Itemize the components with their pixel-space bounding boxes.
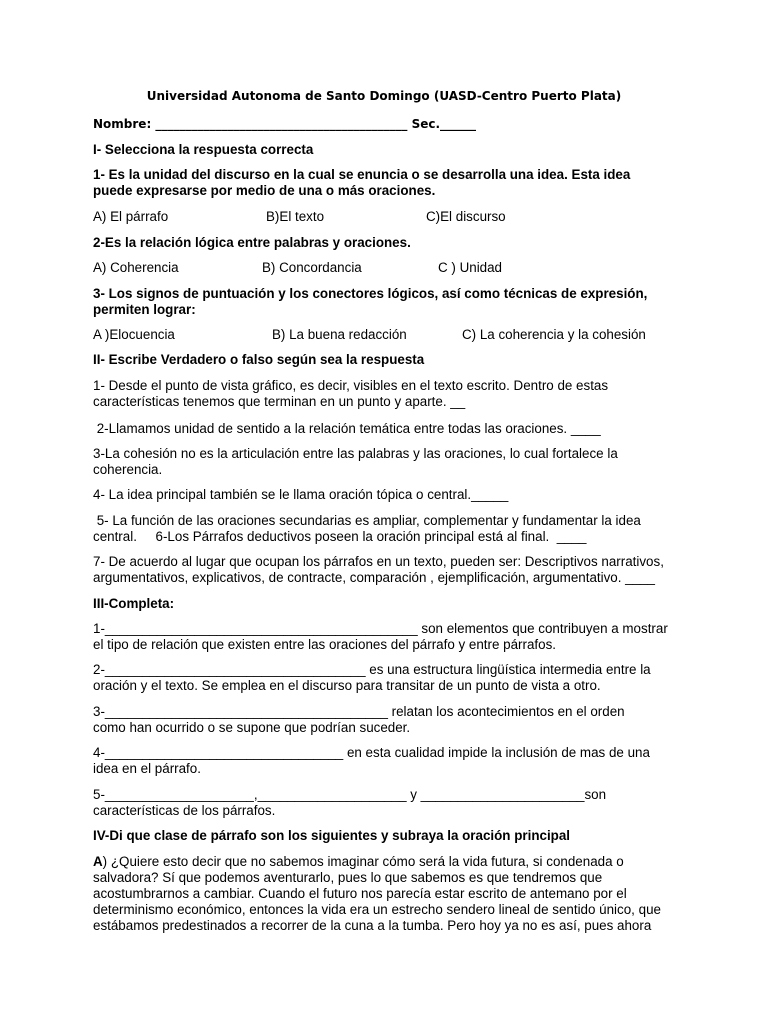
item-line: características tenemos que terminan en un punto y aparte. __ [93, 394, 466, 409]
name-section-line: Nombre: __________________________________________ Sec.______ [93, 117, 477, 131]
question-1 [93, 167, 683, 199]
q1-option-c: C)El discurso [426, 209, 506, 224]
paragraph-a [93, 854, 683, 934]
q3-option-a: A )Elocuencia [93, 327, 175, 342]
question-3-line: 3- Los signos de puntuación y los conectores lógicos, así como técnicas de expresión, [93, 286, 648, 301]
question-3 [93, 286, 683, 318]
item-line: central. 6-Los Párrafos deductivos poseen la oración principal está al final. ____ [93, 529, 587, 544]
q3-option-b: B) La buena redacción [272, 327, 407, 342]
completion-item [93, 621, 683, 653]
item-line: 1- Desde el punto de vista gráfico, es decir, visibles en el texto escrito. Dentro de estas [93, 378, 609, 393]
paragraph-line: estábamos predestinados a recorrer de la cuna a la tumba. Pero hoy ya no es así, pues ahora [93, 918, 652, 933]
item-line: 3-______________________________________ relatan los acontecimientos en el orden [93, 704, 625, 719]
true-false-item [93, 421, 683, 437]
section-1-heading: I- Selecciona la respuesta correcta [93, 142, 314, 157]
item-line: 2-___________________________________ es una estructura lingüística intermedia entre la [93, 662, 651, 677]
section-2-heading: II- Escribe Verdadero o falso según sea la respuesta [93, 352, 425, 367]
paragraph-line: acostumbrarnos a cambiar. Cuando el futuro nos parecía estar escrito de antemano por el [93, 886, 627, 901]
completion-item [93, 745, 683, 777]
item-line: 4- La idea principal también se le llama oración tópica o central._____ [93, 487, 509, 502]
q1-option-b: B)El texto [266, 209, 325, 224]
completion-item [93, 787, 683, 819]
question-1-line: 1- Es la unidad del discurso en la cual se enuncia o se desarrolla una idea. Esta idea [93, 167, 631, 182]
item-line: características de los párrafos. [93, 803, 276, 818]
item-line: 5-____________________,____________________ y ______________________son [93, 787, 607, 802]
item-line: 4-________________________________ en esta cualidad impide la inclusión de mas de una [93, 745, 650, 760]
paragraph-line: ) ¿Quiere esto decir que no sabemos imaginar cómo será la vida futura, si condenada o [102, 854, 624, 869]
q2-option-b: B) Concordancia [262, 260, 362, 275]
true-false-item [93, 554, 683, 586]
item-line: oración y el texto. Se emplea en el discurso para transitar de un punto de vista a otro. [93, 678, 601, 693]
q2-option-a: A) Coherencia [93, 260, 179, 275]
completion-item [93, 662, 683, 694]
q3-option-c: C) La coherencia y la cohesión [462, 327, 646, 342]
item-line: idea en el párrafo. [93, 761, 201, 776]
section-4-heading: IV-Di que clase de párrafo son los siguientes y subraya la oración principal [93, 828, 571, 843]
true-false-item [93, 378, 683, 410]
section-3-heading: III-Completa: [93, 596, 175, 611]
q2-option-c: C ) Unidad [438, 260, 503, 275]
true-false-item [93, 446, 683, 478]
question-3-line: permiten lograr: [93, 302, 196, 317]
item-line: argumentativos, explicativos, de contracte, comparación , ejemplificación, argumentativo. ____ [93, 570, 655, 585]
paragraph-line: determinismo económico, entonces la vida era un estrecho sendero lineal de sentido único, que [93, 902, 661, 917]
item-line: coherencia. [93, 462, 163, 477]
true-false-item [93, 487, 683, 503]
item-line: como han ocurrido o se supone que podrían suceder. [93, 720, 411, 735]
paragraph-line: salvadora? Sí que podemos aventurarlo, pues lo que sabemos es que tendremos que [93, 870, 603, 885]
item-line: el tipo de relación que existen entre las oraciones del párrafo y entre párrafos. [93, 637, 556, 652]
question-2: 2-Es la relación lógica entre palabras y oraciones. [93, 235, 411, 250]
item-line: 5- La función de las oraciones secundarias es ampliar, complementar y fundamentar la idea [93, 513, 641, 528]
item-line: 2-Llamamos unidad de sentido a la relación temática entre todas las oraciones. ____ [93, 421, 601, 436]
q1-option-a: A) El párrafo [93, 209, 169, 224]
question-1-line: puede expresarse por medio de una o más oraciones. [93, 183, 436, 198]
item-line: 3-La cohesión no es la articulación entre las palabras y las oraciones, lo cual fortalece la [93, 446, 618, 461]
true-false-item [93, 513, 683, 545]
document-title: Universidad Autonoma de Santo Domingo (UASD-Centro Puerto Plata) [146, 89, 622, 103]
completion-item [93, 704, 683, 736]
item-line: 1-__________________________________________ son elementos que contribuyen a mostrar [93, 621, 668, 636]
item-line: 7- De acuerdo al lugar que ocupan los párrafos en un texto, pueden ser: Descriptivos narrativos, [93, 554, 664, 569]
paragraph-label: A [93, 854, 103, 869]
